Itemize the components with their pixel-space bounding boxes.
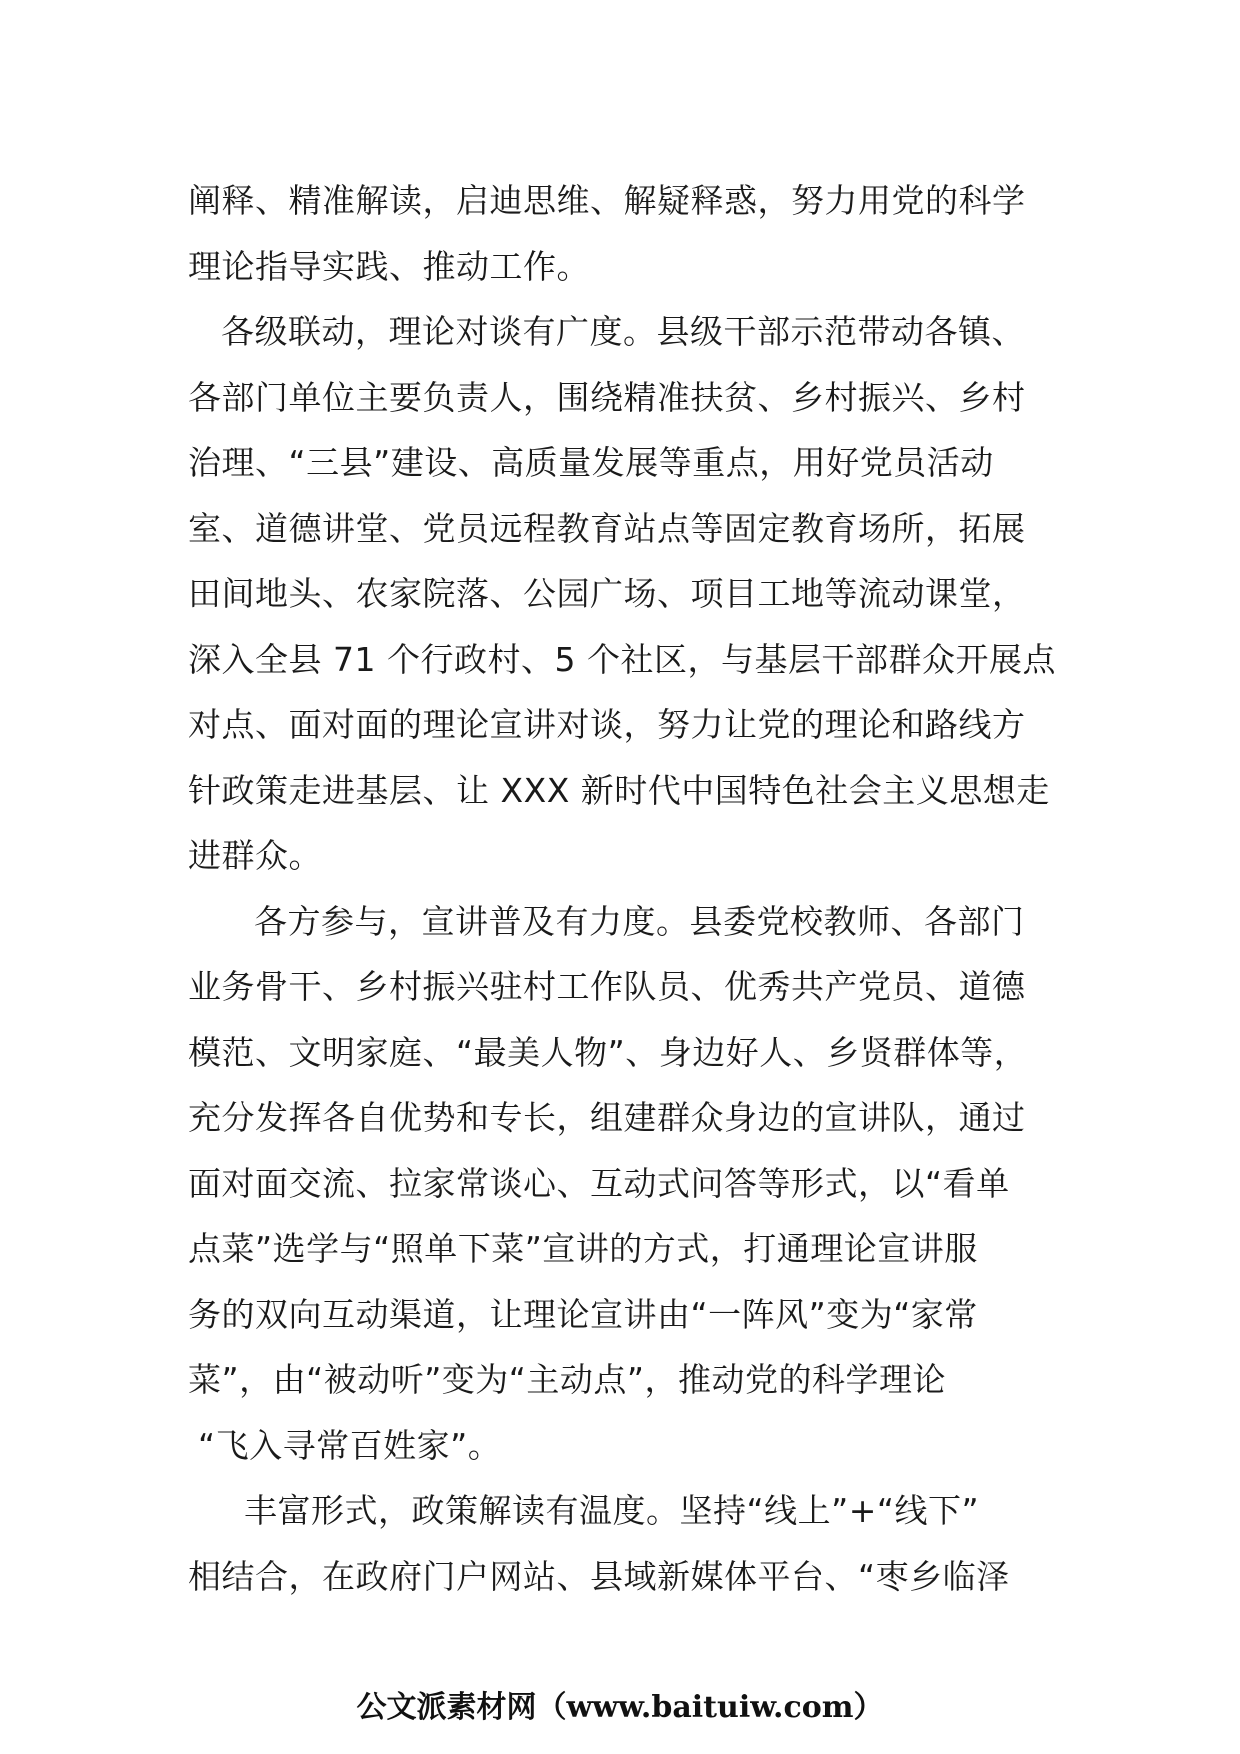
text-line: 业务骨干、乡村振兴驻村工作队员、优秀共产党员、道德 [188, 967, 1026, 1006]
text-line: 室、道德讲堂、党员远程教育站点等固定教育场所，拓展 [188, 508, 1026, 548]
text-line: 点菜”选学与“照单下菜”宣讲的方式，打通理论宣讲服 [188, 1229, 978, 1268]
text-line: 对点、面对面的理论宣讲对谈，努力让党的理论和路线方 [188, 705, 1026, 744]
text-line: 各部门单位主要负责人，围绕精准扶贫、乡村振兴、乡村 [188, 377, 1026, 417]
text-line: 进群众。 [188, 836, 322, 875]
footer-watermark: 公文派素材网（www.baituiw.com） [356, 1690, 884, 1725]
text-line: 治理、“三县”建设、高质量发展等重点，用好党员活动 [188, 443, 994, 482]
paragraph-start-line: 丰富形式，政策解读有温度。坚持“线上”+“线下” [244, 1491, 980, 1530]
text-line: 菜”，由“被动听”变为“主动点”，推动党的科学理论 [188, 1360, 946, 1399]
text-line: 务的双向互动渠道，让理论宣讲由“一阵风”变为“家常 [188, 1294, 978, 1334]
text-line: 充分发挥各自优势和专长，组建群众身边的宣讲队，通过 [188, 1098, 1026, 1137]
text-line: “飞入寻常百姓家”。 [198, 1425, 502, 1465]
paragraph-start-line: 各方参与，宣讲普及有力度。县委党校教师、各部门 [254, 901, 1025, 941]
text-line: 面对面交流、拉家常谈心、互动式问答等形式，以“看单 [188, 1163, 1010, 1203]
text-line: 模范、文明家庭、“最美人物”、身边好人、乡贤群体等， [188, 1032, 1028, 1072]
text-line: 针政策走进基层、让 XXX 新时代中国特色社会主义思想走 [188, 770, 1050, 810]
text-line: 理论指导实践、推动工作。 [188, 246, 590, 286]
paragraph-start-line: 各级联动，理论对谈有广度。县级干部示范带动各镇、 [221, 312, 1025, 351]
text-line: 相结合，在政府门户网站、县域新媒体平台、“枣乡临泽 [188, 1556, 1010, 1596]
text-line: 阐释、精准解读，启迪思维、解疑释惑，努力用党的科学 [188, 181, 1026, 220]
text-line: 深入全县 71 个行政村、5 个社区，与基层干部群众开展点 [188, 639, 1056, 679]
text-line: 田间地头、农家院落、公园广场、项目工地等流动课堂， [188, 574, 1026, 613]
body-text [188, 168, 1068, 1609]
